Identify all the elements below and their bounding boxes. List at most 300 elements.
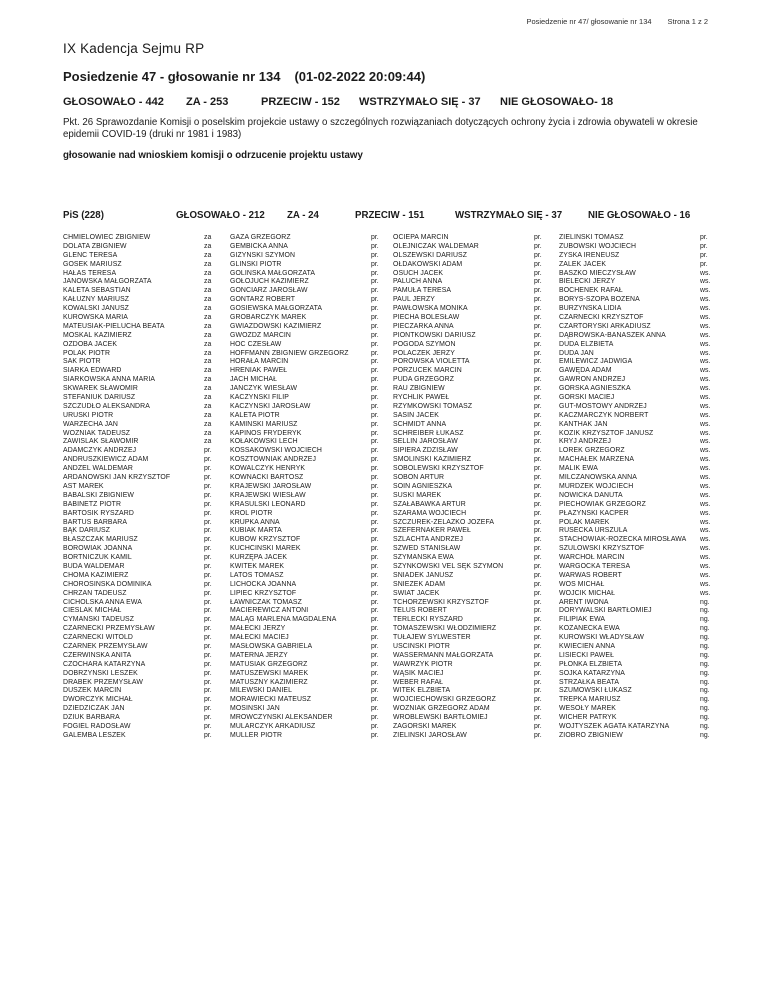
deputy-row	[63, 438, 230, 447]
deputy-name: OLEJNICZAK WALDEMAR	[393, 242, 479, 250]
deputy-row	[63, 501, 230, 510]
deputy-row	[63, 687, 230, 696]
deputy-name: OŁDAKOWSKI ADAM	[393, 260, 463, 268]
deputy-row	[230, 385, 393, 394]
deputy-row	[230, 483, 393, 492]
deputy-name: MOSIŃSKI JAN	[230, 705, 280, 713]
vote-value: pr.	[534, 536, 542, 544]
deputy-row	[393, 634, 559, 643]
deputy-row	[230, 394, 393, 403]
deputy-name: LATOS TOMASZ	[230, 571, 284, 579]
deputy-name: EMILEWICZ JADWIGA	[559, 358, 633, 366]
deputy-row	[63, 358, 230, 367]
deputy-name: KALETA SEBASTIAN	[63, 287, 131, 295]
deputy-name: PŁONKA ELŻBIETA	[559, 660, 623, 668]
deputy-name: TERLECKI RYSZARD	[393, 616, 464, 624]
vote-value: pr.	[700, 251, 708, 259]
deputy-row	[559, 367, 715, 376]
deputy-name: ZAWIŚLAK SŁAWOMIR	[63, 438, 139, 446]
deputy-name: KOSSAKOWSKI WOJCIECH	[230, 447, 322, 455]
deputy-name: ŻALEK JACEK	[559, 260, 607, 268]
deputy-row	[230, 687, 393, 696]
deputy-name: ZIELIŃSKI JAROSŁAW	[393, 731, 467, 739]
deputy-name: CIEŚLAK MICHAŁ	[63, 607, 122, 615]
deputy-row	[393, 305, 559, 314]
deputy-row	[63, 510, 230, 519]
vote-value: pr.	[371, 607, 379, 615]
vote-value: ws.	[700, 331, 711, 339]
deputy-name: SZYMAŃSKA EWA	[393, 554, 454, 562]
deputy-name: KANTHAK JAN	[559, 420, 608, 428]
deputy-row	[63, 394, 230, 403]
party-name: PiS (228)	[63, 210, 104, 221]
deputy-row	[393, 278, 559, 287]
vote-value: pr.	[371, 411, 379, 419]
vote-value: pr.	[534, 296, 542, 304]
vote-value: za	[204, 438, 212, 446]
deputy-row	[393, 607, 559, 616]
vote-value: pr.	[534, 394, 542, 402]
motion-text: głosowanie nad wnioskiem komisji o odrzucenie projektu ustawy	[63, 150, 363, 161]
deputy-name: CHOMA KAZIMIERZ	[63, 571, 129, 579]
deputy-row	[230, 234, 393, 243]
vote-value: pr.	[371, 536, 379, 544]
deputy-name: HRENIAK PAWEŁ	[230, 367, 288, 375]
vote-value: pr.	[534, 518, 542, 526]
deputy-name: MACHAŁEK MARZENA	[559, 456, 635, 464]
vote-value: ws.	[700, 571, 711, 579]
vote-value: pr.	[534, 331, 542, 339]
vote-value: pr.	[534, 669, 542, 677]
page-number-label: Strona 1 z 2	[667, 17, 708, 26]
vote-value: pr.	[371, 447, 379, 455]
deputy-name: CZOCHARA KATARZYNA	[63, 660, 146, 668]
deputy-name: POROWSKA VIOLETTA	[393, 358, 470, 366]
deputy-name: GWIAZDOWSKI KAZIMIERZ	[230, 322, 322, 330]
deputy-name: KOZANECKA EWA	[559, 625, 620, 633]
deputy-name: GOŁOJUCH KAZIMIERZ	[230, 278, 309, 286]
deputy-row	[63, 350, 230, 359]
deputy-name: GOSIEWSKA MAŁGORZATA	[230, 305, 323, 313]
deputy-name: SELLIN JAROSŁAW	[393, 438, 458, 446]
deputy-row	[63, 563, 230, 572]
party-against: PRZECIW - 151	[355, 210, 425, 221]
deputy-name: TUŁAJEW SYLWESTER	[393, 634, 471, 642]
deputy-row	[559, 456, 715, 465]
deputy-row	[230, 643, 393, 652]
deputy-row	[230, 679, 393, 688]
deputy-row	[559, 634, 715, 643]
deputy-row	[393, 492, 559, 501]
deputy-row	[559, 243, 715, 252]
deputy-name: PIECHA BOLESŁAW	[393, 314, 460, 322]
deputy-row	[63, 323, 230, 332]
vote-value: pr.	[371, 598, 379, 606]
deputy-row	[230, 616, 393, 625]
vote-value: pr.	[371, 705, 379, 713]
vote-value: pr.	[534, 731, 542, 739]
vote-value: ng.	[700, 625, 710, 633]
vote-value: ng.	[700, 607, 710, 615]
vote-value: pr.	[534, 607, 542, 615]
deputy-row	[63, 341, 230, 350]
deputy-row	[230, 456, 393, 465]
deputy-row	[63, 456, 230, 465]
vote-value: pr.	[534, 465, 542, 473]
deputy-row	[63, 572, 230, 581]
deputy-row	[559, 278, 715, 287]
deputy-row	[393, 243, 559, 252]
vote-value: pr.	[371, 554, 379, 562]
vote-value: pr.	[534, 278, 542, 286]
vote-value: pr.	[204, 607, 212, 615]
deputy-row	[230, 625, 393, 634]
vote-value: pr.	[371, 580, 379, 588]
deputy-name: MATERNA JERZY	[230, 651, 288, 659]
deputy-row	[559, 483, 715, 492]
deputy-row	[393, 465, 559, 474]
deputy-row	[393, 430, 559, 439]
deputy-row	[230, 447, 393, 456]
vote-value: pr.	[371, 482, 379, 490]
deputy-row	[559, 714, 715, 723]
vote-value: pr.	[204, 474, 212, 482]
deputy-row	[393, 367, 559, 376]
vote-value: pr.	[371, 296, 379, 304]
vote-value: ws.	[700, 554, 711, 562]
deputy-row	[63, 536, 230, 545]
vote-value: pr.	[204, 536, 212, 544]
deputy-name: MATUSZNY KAZIMIERZ	[230, 678, 308, 686]
vote-value: za	[204, 349, 212, 357]
deputy-row	[63, 714, 230, 723]
deputy-name: MRÓWCZYŃSKI ALEKSANDER	[230, 714, 333, 722]
deputy-row	[559, 643, 715, 652]
deputy-name: SASIN JACEK	[393, 411, 439, 419]
deputy-name: STEFANIUK DARIUSZ	[63, 394, 136, 402]
deputy-row	[393, 447, 559, 456]
deputy-name: SZWED STANISŁAW	[393, 545, 461, 553]
vote-value: pr.	[371, 571, 379, 579]
vote-value: za	[204, 367, 212, 375]
deputy-name: LIPIEC KRZYSZTOF	[230, 589, 297, 597]
deputy-name: CZARNECKI WITOLD	[63, 634, 134, 642]
vote-value: ws.	[700, 438, 711, 446]
vote-value: pr.	[371, 625, 379, 633]
vote-value: ws.	[700, 314, 711, 322]
vote-value: ng.	[700, 722, 710, 730]
deputy-row	[393, 510, 559, 519]
deputy-row	[559, 430, 715, 439]
deputy-name: MILCZANOWSKA ANNA	[559, 474, 637, 482]
vote-value: pr.	[371, 242, 379, 250]
vote-value: ws.	[700, 589, 711, 597]
vote-summary-row	[63, 96, 723, 110]
deputy-name: RZYMKOWSKI TOMASZ	[393, 402, 473, 410]
deputy-name: DRABEK PRZEMYSŁAW	[63, 678, 143, 686]
deputy-name: OZDOBA JACEK	[63, 340, 118, 348]
deputy-row	[559, 661, 715, 670]
vote-value: pr.	[700, 242, 708, 250]
deputy-row	[393, 554, 559, 563]
vote-value: za	[204, 420, 212, 428]
deputy-name: SZYNKOWSKI VEL SĘK SZYMON	[393, 562, 504, 570]
vote-value: pr.	[204, 527, 212, 535]
deputy-row	[63, 385, 230, 394]
deputy-row	[63, 465, 230, 474]
deputy-row	[63, 652, 230, 661]
vote-value: pr.	[371, 714, 379, 722]
deputy-row	[230, 430, 393, 439]
deputy-row	[559, 616, 715, 625]
vote-value: pr.	[534, 322, 542, 330]
deputies-vote-grid	[63, 234, 715, 741]
deputy-name: BARTUŚ BARBARA	[63, 518, 128, 526]
deputy-name: CZARTORYSKI ARKADIUSZ	[559, 322, 651, 330]
deputy-row	[393, 714, 559, 723]
deputy-row	[230, 278, 393, 287]
deputy-name: ZYSKA IRENEUSZ	[559, 251, 620, 259]
deputy-row	[230, 421, 393, 430]
deputy-name: POLACZEK JERZY	[393, 349, 455, 357]
deputy-name: KUROWSKI WŁADYSŁAW	[559, 634, 645, 642]
vote-value: ws.	[700, 269, 711, 277]
deputy-row	[393, 572, 559, 581]
vote-value: za	[204, 429, 212, 437]
deputy-row	[559, 599, 715, 608]
deputy-name: FILIPIAK EWA	[559, 616, 606, 624]
deputy-row	[393, 270, 559, 279]
vote-value: pr.	[371, 465, 379, 473]
deputy-row	[559, 590, 715, 599]
vote-value: pr.	[204, 580, 212, 588]
summary-total: GŁOSOWAŁO - 442	[63, 96, 164, 108]
vote-value: za	[204, 314, 212, 322]
deputy-name: WOŹNIAK TADEUSZ	[63, 429, 131, 437]
deputy-row	[230, 341, 393, 350]
deputy-name: WARZECHA JAN	[63, 420, 118, 428]
deputy-row	[230, 323, 393, 332]
deputy-row	[230, 412, 393, 421]
deputy-name: CICHOLSKA ANNA EWA	[63, 598, 142, 606]
vote-value: pr.	[534, 705, 542, 713]
vote-value: ws.	[700, 536, 711, 544]
vote-value: pr.	[534, 491, 542, 499]
deputy-name: KOWALSKI JANUSZ	[63, 305, 129, 313]
deputy-row	[559, 438, 715, 447]
vote-value: pr.	[204, 509, 212, 517]
vote-value: pr.	[204, 589, 212, 597]
deputy-name: ARENT IWONA	[559, 598, 609, 606]
deputy-row	[559, 545, 715, 554]
deputy-row	[393, 314, 559, 323]
deputy-name: MASŁOWSKA GABRIELA	[230, 642, 313, 650]
deputy-row	[559, 652, 715, 661]
deputy-row	[63, 590, 230, 599]
deputy-row	[393, 456, 559, 465]
deputy-name: MATUSIAK GRZEGORZ	[230, 660, 308, 668]
deputy-name: JANOWSKA MAŁGORZATA	[63, 278, 152, 286]
deputy-name: HOFFMANN ZBIGNIEW GRZEGORZ	[230, 349, 349, 357]
deputy-name: DUDA ELŻBIETA	[559, 340, 614, 348]
deputy-name: SOBOŃ ARTUR	[393, 474, 445, 482]
deputy-name: KUROWSKA MARIA	[63, 314, 128, 322]
deputy-row	[230, 314, 393, 323]
deputy-row	[63, 447, 230, 456]
deputy-row	[230, 527, 393, 536]
vote-value: pr.	[371, 678, 379, 686]
vote-value: pr.	[371, 509, 379, 517]
deputy-name: BIELECKI JERZY	[559, 278, 616, 286]
deputy-row	[230, 572, 393, 581]
vote-value: pr.	[204, 687, 212, 695]
vote-value: pr.	[204, 598, 212, 606]
deputy-name: KACZMARCZYK NORBERT	[559, 411, 649, 419]
vote-value: pr.	[204, 651, 212, 659]
deputy-row	[230, 492, 393, 501]
vote-value: pr.	[534, 598, 542, 606]
vote-value: ws.	[700, 385, 711, 393]
vote-value: pr.	[371, 660, 379, 668]
vote-value: pr.	[534, 438, 542, 446]
deputy-name: CZARNEK PRZEMYSŁAW	[63, 642, 148, 650]
vote-value: ng.	[700, 634, 710, 642]
vote-value: ws.	[700, 340, 711, 348]
deputy-row	[63, 696, 230, 705]
deputy-row	[63, 287, 230, 296]
deputy-name: KOZIK KRZYSZTOF JANUSZ	[559, 429, 654, 437]
vote-value: pr.	[204, 625, 212, 633]
deputy-name: JANCZYK WIESŁAW	[230, 385, 298, 393]
deputy-name: LISIECKI PAWEŁ	[559, 651, 615, 659]
deputy-row	[559, 581, 715, 590]
deputy-row	[393, 536, 559, 545]
deputy-name: SZCZUREK-ŻELAZKO JÓZEFA	[393, 518, 495, 526]
vote-value: za	[204, 385, 212, 393]
vote-value: pr.	[371, 394, 379, 402]
deputy-row	[63, 270, 230, 279]
deputy-name: ŚWIAT JACEK	[393, 589, 440, 597]
vote-column	[230, 234, 393, 741]
deputy-name: BASZKO MIECZYSŁAW	[559, 269, 636, 277]
deputy-row	[230, 705, 393, 714]
deputy-name: WARGOCKA TERESA	[559, 562, 631, 570]
deputy-name: PIONTKOWSKI DARIUSZ	[393, 331, 476, 339]
deputy-name: TCHÓRZEWSKI KRZYSZTOF	[393, 598, 489, 606]
deputy-row	[230, 510, 393, 519]
deputy-row	[230, 714, 393, 723]
deputy-name: WOJCIECHOWSKI GRZEGORZ	[393, 696, 496, 704]
deputy-name: DĄBROWSKA-BANASZEK ANNA	[559, 331, 666, 339]
deputy-name: SIARKOWSKA ANNA MARIA	[63, 376, 156, 384]
deputy-row	[559, 261, 715, 270]
vote-value: pr.	[371, 349, 379, 357]
agenda-item-text: Pkt. 26 Sprawozdanie Komisji o poselskim projekcie ustawy o szczególnych rozwiązaniach dotyczących ochrony życia i zdrowia obywateli w okresie epidemii COVID-19 (druki nr 1981 i 1983)	[63, 117, 698, 141]
deputy-row	[393, 652, 559, 661]
party-abstain: WSTRZYMAŁO SIĘ - 37	[455, 210, 563, 221]
deputy-row	[63, 599, 230, 608]
deputy-row	[63, 581, 230, 590]
deputy-name: DOBRZYŃSKI LESZEK	[63, 669, 138, 677]
deputy-row	[393, 403, 559, 412]
deputy-row	[559, 670, 715, 679]
vote-value: pr.	[534, 562, 542, 570]
deputy-row	[63, 421, 230, 430]
vote-value: pr.	[534, 420, 542, 428]
deputy-row	[393, 661, 559, 670]
deputy-row	[63, 243, 230, 252]
vote-value: za	[204, 331, 212, 339]
vote-value: ws.	[700, 376, 711, 384]
deputy-name: SKWAREK SŁAWOMIR	[63, 385, 138, 393]
vote-value: pr.	[371, 340, 379, 348]
deputy-row	[63, 723, 230, 732]
session-meta-label: Posiedzenie nr 47/ głosowanie nr 134	[526, 17, 652, 26]
vote-value: pr.	[534, 456, 542, 464]
deputy-row	[559, 287, 715, 296]
deputy-row	[393, 643, 559, 652]
deputy-name: BĄK DARIUSZ	[63, 527, 111, 535]
vote-value: za	[204, 269, 212, 277]
deputy-name: SIARKA EDWARD	[63, 367, 122, 375]
deputy-name: STACHOWIAK-RÓŻECKA MIROSŁAWA	[559, 536, 687, 544]
deputy-row	[63, 519, 230, 528]
deputy-name: KUCHCIŃSKI MAREK	[230, 545, 301, 553]
deputy-name: KRÓL PIOTR	[230, 509, 273, 517]
deputy-name: MACIEREWICZ ANTONI	[230, 607, 309, 615]
vote-value: pr.	[371, 545, 379, 553]
deputy-row	[393, 563, 559, 572]
deputy-name: MILEWSKI DANIEL	[230, 687, 292, 695]
deputy-row	[230, 305, 393, 314]
deputy-name: CHMIELOWIEC ZBIGNIEW	[63, 234, 151, 241]
vote-value: ng.	[700, 616, 710, 624]
deputy-name: POLAK PIOTR	[63, 349, 111, 357]
vote-value: pr.	[371, 696, 379, 704]
vote-value: ws.	[700, 305, 711, 313]
deputy-name: KOŁAKOWSKI LECH	[230, 438, 298, 446]
deputy-name: PIECHOWIAK GRZEGORZ	[559, 500, 646, 508]
deputy-name: GRÓBARCZYK MAREK	[230, 314, 307, 322]
vote-value: ws.	[700, 509, 711, 517]
party-total: GŁOSOWAŁO - 212	[176, 210, 265, 221]
deputy-name: STRZAŁKA BEATA	[559, 678, 620, 686]
deputy-row	[230, 590, 393, 599]
vote-value: pr.	[371, 589, 379, 597]
deputy-name: WEBER RAFAŁ	[393, 678, 444, 686]
vote-value: pr.	[204, 705, 212, 713]
deputy-name: ADAMCZYK ANDRZEJ	[63, 447, 137, 455]
vote-value: pr.	[534, 482, 542, 490]
deputy-name: LICHOCKA JOANNA	[230, 580, 297, 588]
vote-value: pr.	[534, 580, 542, 588]
deputy-row	[559, 474, 715, 483]
deputy-row	[559, 403, 715, 412]
deputy-name: WĄSIK MACIEJ	[393, 669, 444, 677]
session-heading	[63, 69, 425, 84]
summary-not-voted: NIE GŁOSOWAŁO- 18	[500, 96, 614, 108]
deputy-row	[393, 679, 559, 688]
deputy-row	[63, 625, 230, 634]
deputy-row	[230, 501, 393, 510]
deputy-name: SZUMOWSKI ŁUKASZ	[559, 687, 632, 695]
vote-value: pr.	[204, 722, 212, 730]
party-summary-row	[63, 210, 723, 223]
vote-value: ws.	[700, 296, 711, 304]
deputy-name: DWORCZYK MICHAŁ	[63, 696, 133, 704]
vote-value: za	[204, 376, 212, 384]
deputy-row	[63, 314, 230, 323]
